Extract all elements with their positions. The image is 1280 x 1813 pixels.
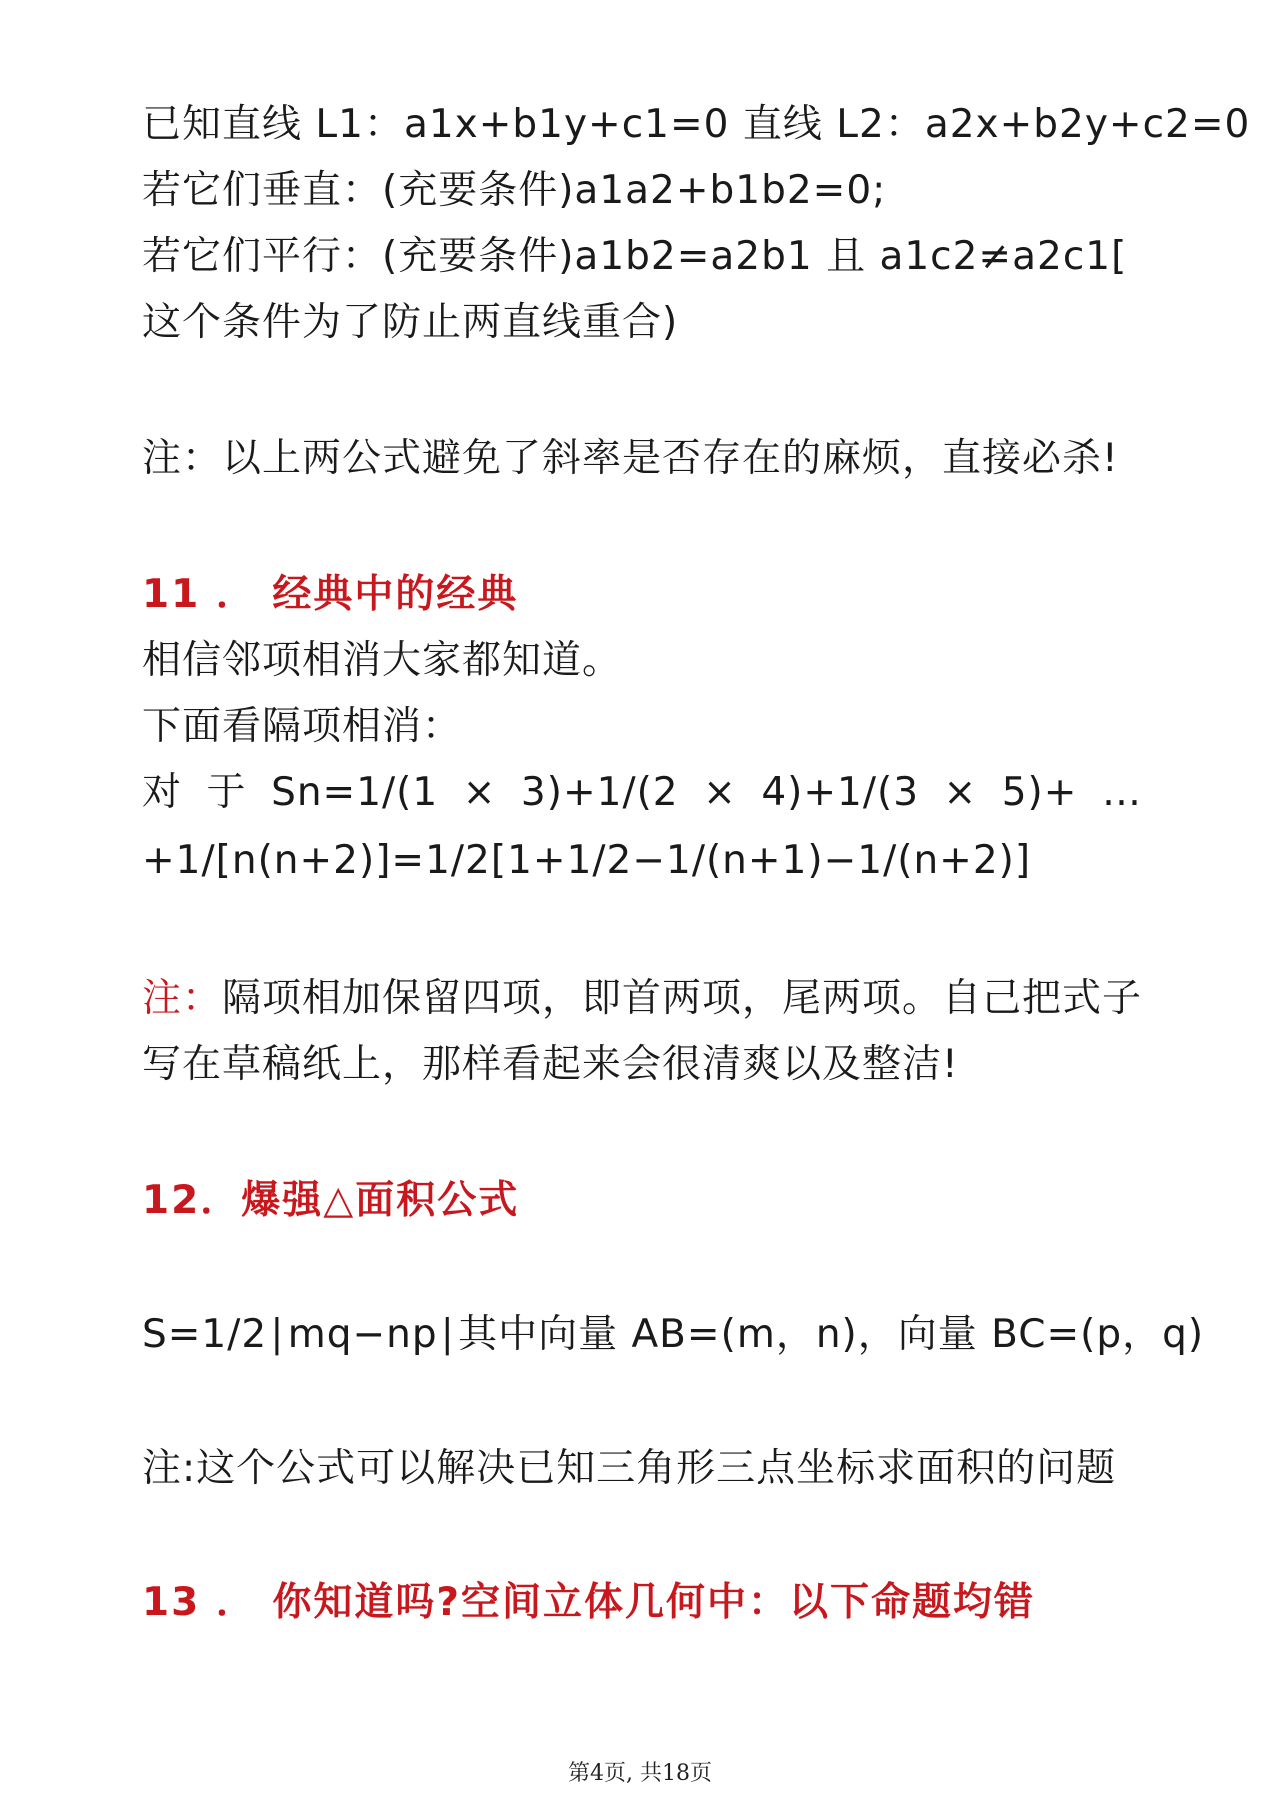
note-label: 注： xyxy=(142,976,223,1021)
text-line: 已知直线 L1：a1x+b1y+c1=0 直线 L2：a2x+b2y+c2=0 xyxy=(142,102,1251,147)
text-line: 这个条件为了防止两直线重合) xyxy=(142,300,679,345)
formula-part: 4)+1/(3 xyxy=(761,770,920,815)
formula-line: S=1/2∣mq−np∣其中向量 AB=(m，n)，向量 BC=(p，q) xyxy=(142,1312,1205,1357)
formula-part: 3)+1/(2 xyxy=(520,770,679,815)
formula-line: +1/[n(n+2)]=1/2[1+1/2−1/(n+1)−1/(n+2)] xyxy=(142,838,1032,883)
section-heading: 11 ． 经典中的经典 xyxy=(142,572,519,617)
formula-part: 对 xyxy=(142,770,183,815)
formula-part: × xyxy=(703,770,737,815)
formula-part: 于 xyxy=(206,770,247,815)
formula-part: × xyxy=(943,770,978,815)
formula-line xyxy=(142,768,1142,818)
text-line: 若它们垂直：(充要条件)a1a2+b1b2=0; xyxy=(142,168,887,213)
formula-part: Sn=1/(1 xyxy=(271,770,439,815)
formula-part: × xyxy=(462,770,497,815)
note-text: 隔项相加保留四项，即首两项，尾两项。自己把式子 xyxy=(222,976,1143,1021)
text-line: 若它们平行：(充要条件)a1b2=a2b1 且 a1c2≠a2c1[ xyxy=(142,234,1128,279)
note-line xyxy=(142,974,1142,1024)
section-heading: 13 ． 你知道吗?空间立体几何中：以下命题均错 xyxy=(142,1580,1036,1625)
page-footer: 第4页, 共18页 xyxy=(568,1761,712,1786)
formula-part: 5)+ xyxy=(1001,770,1078,815)
section-heading: 12．爆强△面积公式 xyxy=(142,1178,520,1223)
text-line: 相信邻项相消大家都知道。 xyxy=(142,638,623,683)
text-line: 下面看隔项相消： xyxy=(142,704,463,749)
formula-part: … xyxy=(1101,770,1142,815)
note-text: 注：以上两公式避免了斜率是否存在的麻烦，直接必杀! xyxy=(142,436,1119,481)
note-text: 写在草稿纸上，那样看起来会很清爽以及整洁! xyxy=(142,1042,959,1087)
note-text: 注:这个公式可以解决已知三角形三点坐标求面积的问题 xyxy=(142,1446,1117,1491)
